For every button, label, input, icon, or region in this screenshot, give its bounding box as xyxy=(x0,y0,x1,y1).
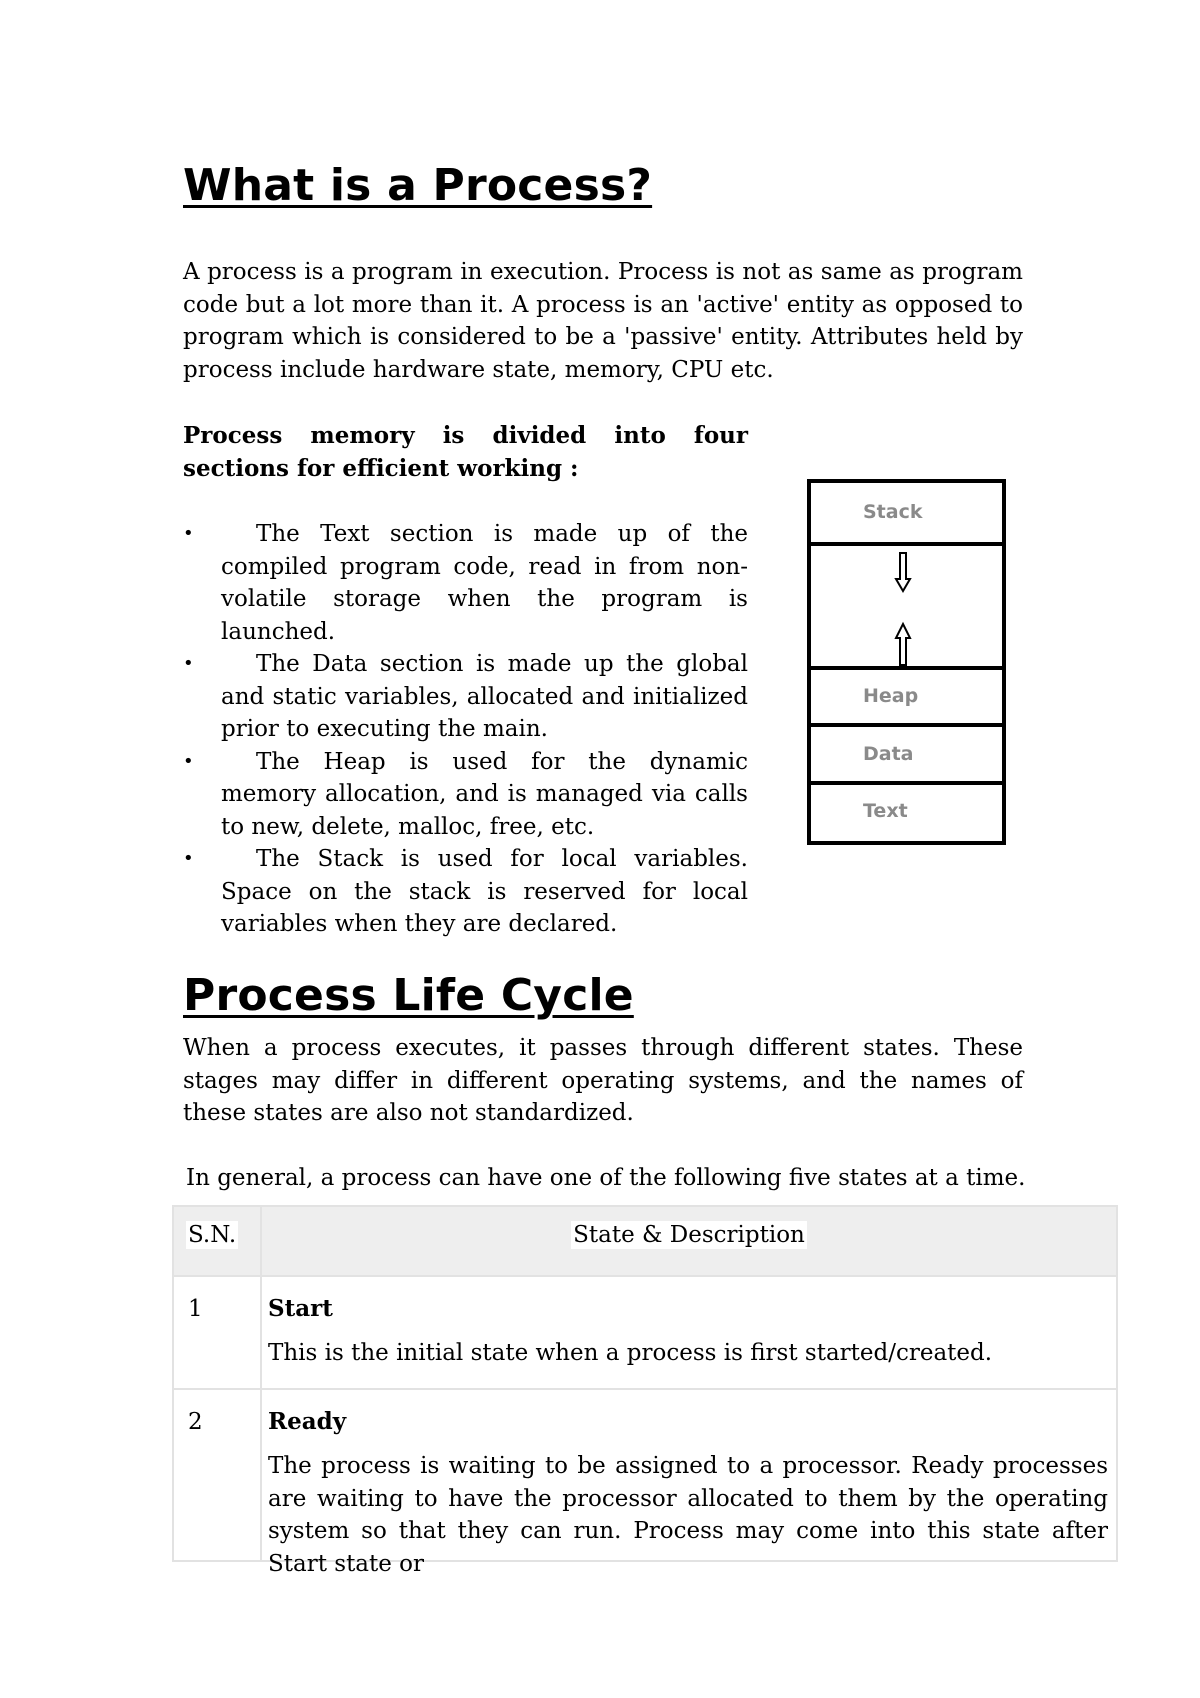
state-description: This is the initial state when a process is first started/created. xyxy=(268,1340,993,1366)
state-name: Ready xyxy=(268,1408,347,1435)
list-item-text: The Heap is used for the dynamic memory allocation, and is managed via calls to new, delete, malloc, free, etc. xyxy=(221,748,748,840)
list-item xyxy=(183,843,748,941)
diagram-divider xyxy=(811,781,1002,785)
diagram-divider xyxy=(811,666,1002,670)
list-item xyxy=(183,648,748,746)
header-desc-label: State & Description xyxy=(573,1222,805,1248)
heading-process-life-cycle: Process Life Cycle xyxy=(183,970,634,1021)
state-name: Start xyxy=(268,1295,333,1322)
table-row xyxy=(173,1276,1117,1389)
bullet-icon: • xyxy=(183,523,194,544)
arrow-up-icon xyxy=(811,621,1002,681)
list-item-text: The Data section is made up the global and static variables, allocated and initialized prior to executing the main. xyxy=(221,651,748,742)
diagram-text-label: Text xyxy=(863,800,908,822)
row-number: 1 xyxy=(173,1276,261,1389)
states-intro-sentence: In general, a process can have one of the following five states at a time. xyxy=(186,1165,1026,1191)
table-row xyxy=(173,1389,1117,1561)
header-sn xyxy=(173,1206,261,1276)
diagram-divider xyxy=(811,723,1002,727)
list-item-text: The Text section is made up of the compiled program code, read in from non-volatile storage when the program is launched. xyxy=(221,521,748,645)
bullet-icon: • xyxy=(183,653,194,674)
process-states-table xyxy=(172,1205,1118,1577)
list-item xyxy=(183,746,748,844)
row-content xyxy=(261,1276,1117,1389)
header-sn-label: S.N. xyxy=(188,1222,237,1248)
process-intro-paragraph: A process is a program in execution. Process is not as same as program code but a lot more than it. A process is an 'active' entity as opposed to program which is considered to be a 'passive' entity. Attributes held by process include hardware state, memory, CPU etc. xyxy=(183,259,1023,383)
process-memory-diagram xyxy=(807,479,1006,845)
diagram-stack-label: Stack xyxy=(863,501,923,523)
bullet-icon: • xyxy=(183,750,194,772)
arrow-down-icon xyxy=(811,551,1002,611)
heading-what-is-process: What is a Process? xyxy=(183,160,653,211)
list-item xyxy=(183,518,748,648)
list-item-text: The Stack is used for local variables. Space on the stack is reserved for local variables when they are declared. xyxy=(221,846,748,937)
row-content xyxy=(261,1389,1117,1577)
header-state-description xyxy=(261,1206,1117,1276)
memory-sections-list xyxy=(183,518,748,941)
diagram-divider xyxy=(811,542,1002,546)
memory-sections-heading: Process memory is divided into four sections for efficient working : xyxy=(183,422,748,482)
state-description: The process is waiting to be assigned to a processor. Ready processes are waiting to have the processor allocated to them by the operating system so that they can run. Process may come into this state after Start state or xyxy=(268,1453,1108,1577)
diagram-data-label: Data xyxy=(863,743,914,765)
table-header-row xyxy=(173,1206,1117,1276)
row-number: 2 xyxy=(173,1389,261,1561)
diagram-heap-label: Heap xyxy=(863,685,919,707)
life-cycle-intro-paragraph: When a process executes, it passes through different states. These stages may differ in different operating systems, and the names of these states are also not standardized. xyxy=(183,1035,1023,1126)
bullet-icon: • xyxy=(183,848,194,869)
